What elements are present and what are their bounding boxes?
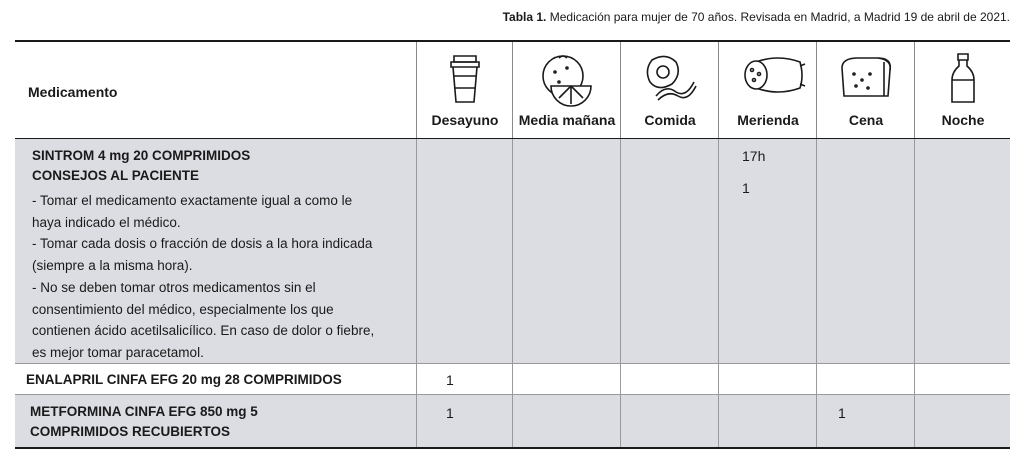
merienda-dose: 1: [742, 180, 750, 196]
bread-icon: [838, 52, 894, 100]
desayuno-dose: 1: [446, 405, 454, 421]
advice-line: haya indicado el médico.: [32, 214, 181, 230]
advice-line: - No se deben tomar otros medicamentos sin el: [32, 279, 316, 295]
header-noche: [914, 42, 1011, 138]
header-cena-label: Cena: [848, 112, 884, 128]
cena-dose: 1: [838, 405, 846, 421]
advice-line: - Tomar el medicamento exactamente igual a como le: [32, 193, 353, 208]
header-merienda-label: Merienda: [737, 112, 799, 128]
egg-bacon-icon: [642, 52, 698, 106]
merienda-time: 17h: [742, 148, 766, 164]
medication-name-line: METFORMINA CINFA EFG 850 mg 5: [30, 404, 258, 419]
advice-line: es mejor tomar paracetamol.: [32, 344, 204, 360]
advice-line: consentimiento del médico, especialmente los que: [32, 301, 334, 317]
grid-line: [620, 139, 621, 447]
bottom-rule: [15, 447, 1010, 449]
orange-icon: [537, 52, 597, 108]
table-caption: [503, 10, 1010, 24]
desayuno-dose: 1: [446, 372, 454, 388]
caption-label: Tabla 1.: [502, 10, 547, 24]
sausage-icon: [730, 52, 806, 98]
medication-name-line: COMPRIMIDOS RECUBIERTOS: [30, 424, 231, 439]
grid-line: [816, 139, 817, 447]
advice-line: contienen ácido acetilsalicílico. En caso de dolor o fiebre,: [32, 323, 375, 339]
medication-name: ENALAPRIL CINFA EFG 20 mg 28 COMPRIMIDOS: [26, 372, 342, 387]
header-merienda: [718, 42, 817, 138]
header-comida: [620, 42, 719, 138]
header-media-manana-label: Media mañana: [518, 112, 616, 128]
advice-line: - Tomar cada dosis o fracción de dosis a la hora indicada: [32, 236, 373, 252]
header-noche-label: Noche: [941, 112, 985, 128]
advice-heading: CONSEJOS AL PACIENTE: [32, 168, 200, 183]
advice-line: (siempre a la misma hora).: [32, 258, 193, 274]
milk-bottle-icon: [948, 52, 978, 106]
grid-line: [512, 139, 513, 447]
header-media-manana: [512, 42, 621, 138]
header-medicamento: Medicamento: [28, 84, 118, 100]
medication-name: [32, 146, 250, 186]
medication-name-line: SINTROM 4 mg 20 COMPRIMIDOS: [32, 148, 251, 163]
grid-line: [718, 139, 719, 447]
grid-line: [914, 139, 915, 447]
header-comida-label: Comida: [644, 112, 696, 128]
caption-text: Medicación para mujer de 70 años. Revisada en Madrid, a Madrid 19 de abril de 2021.: [546, 10, 1010, 24]
header-desayuno-label: Desayuno: [431, 112, 499, 128]
header-cena: [816, 42, 915, 138]
medication-name: [30, 402, 258, 442]
patient-advice: [32, 190, 422, 364]
coffee-cup-icon: [447, 52, 483, 106]
header-desayuno: [416, 42, 513, 138]
